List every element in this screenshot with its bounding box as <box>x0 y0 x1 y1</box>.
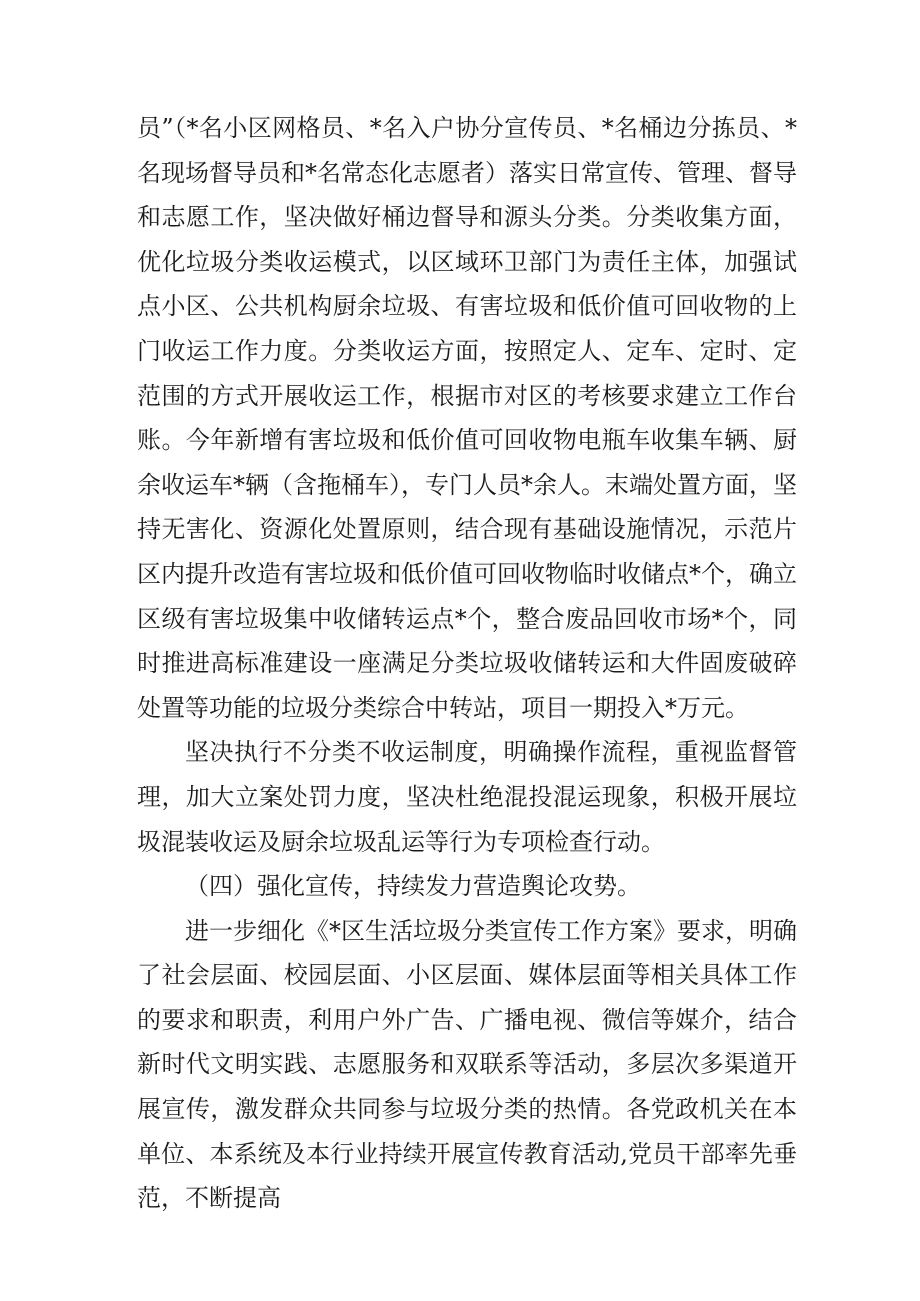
paragraph-continuation: 员”（*名小区网格员、*名入户协分宣传员、*名桶边分拣员、*名现场督导员和*名常态化志愿者）落实日常宣传、管理、督导和志愿工作，坚决做好桶边督导和源头分类。分类收集方面，优化垃圾分类收运模式，以区域环卫部门为责任主体，加强试点小区、公共机构厨余垃圾、有害垃圾和低价值可回收物的上门收运工作力度。分类收运方面，按照定人、定车、定时、定范围的方式开展收运工作，根据市对区的考核要求建立工作台账。今年新增有害垃圾和低价值可回收物电瓶车收集车辆、厨余收运车*辆（含拖桶车），专门人员*余人。末端处置方面，坚持无害化、资源化处置原则，结合现有基础设施情况，示范片区内提升改造有害垃圾和低价值可回收物临时收储点*个，确立区级有害垃圾集中收储转运点*个，整合废品回收市场*个，同时推进高标准建设一座满足分类垃圾收储转运和大件固废破碎处置等功能的垃圾分类综合中转站，项目一期投入*万元。 <box>137 114 797 722</box>
section-heading-publicity: （四）强化宣传，持续发力营造舆论攻势。 <box>185 872 641 901</box>
document-body <box>137 106 797 1221</box>
paragraph-publicity: 进一步细化《*区生活垃圾分类宣传工作方案》要求，明确了社会层面、校园层面、小区层面、媒体层面等相关具体工作的要求和职责，利用户外广告、广播电视、微信等媒介，结合新时代文明实践、志愿服务和双联系等活动，多层次多渠道开展宣传，激发群众共同参与垃圾分类的热情。各党政机关在本单位、本系统及本行业持续开展宣传教育活动,党员干部率先垂范，不断提高 <box>137 916 797 1213</box>
paragraph-enforcement: 坚决执行不分类不收运制度，明确操作流程，重视监督管理，加大立案处罚力度，坚决杜绝混投混运现象，积极开展垃圾混装收运及厨余垃圾乱运等行为专项检查行动。 <box>137 738 797 856</box>
